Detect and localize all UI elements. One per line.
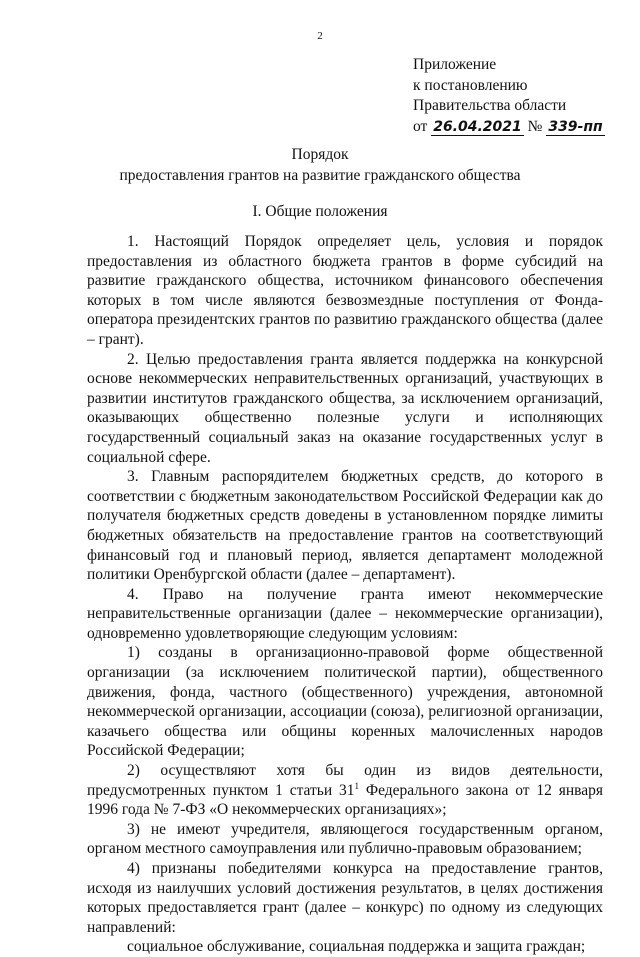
article-superscript: 1 xyxy=(354,780,359,791)
page-number: 2 xyxy=(317,30,323,42)
condition-1: 1) созданы в организационно-правовой форме общественной организации (за исключением политической партии), общественного движения, фонда, частного (общественного) учреждения, автономной некоммерческой организации, ассоциации (союза), религиозной организации, казачьего общества или общины коренных малочисленных народов Российской Федерации; xyxy=(87,644,603,760)
condition-3: 3) не имеют учредителя, являющегося государственным органом, органом местного самоуправления или публично-правовым образованием; xyxy=(87,820,603,858)
handwritten-date: 26.04.2021 xyxy=(433,118,522,135)
handwritten-number: 339-пп xyxy=(548,118,603,135)
paragraph-1: 1. Настоящий Порядок определяет цель, условия и порядок предоставления из областного бюджета грантов в форме субсидий на развитие гражданского общества, источником финансового обеспечения которых в том числе являются безвозмездные поступления от Фонда-оператора президентских грантов по развитию гражданского общества (далее – грант). xyxy=(87,233,603,348)
appendix-block xyxy=(413,55,605,137)
appendix-line-1: Приложение xyxy=(413,56,497,73)
number-sign: № xyxy=(527,117,543,135)
appendix-date-line xyxy=(413,117,605,138)
paragraph-4: 4. Право на получение гранта имеют некоммерческие неправительственные организации (далее – некоммерческие организации), одновременно удовлетворяющие следующим условиям: xyxy=(87,585,603,642)
title-line-2: предоставления грантов на развитие гражданского общества xyxy=(119,167,521,184)
appendix-line-2: к постановлению xyxy=(413,76,528,94)
paragraph-2: 2. Целью предоставления гранта является поддержка на конкурсной основе некоммерческих неправительственных организаций, участвующих в развитии институтов гражданского общества, за исключением организаций, оказывающих общественно полезные услуги и исполняющих государственный социальный заказ на оказание государственных услуг в социальной сфере. xyxy=(87,350,603,466)
document-title xyxy=(0,144,640,186)
appendix-line-3: Правительства области xyxy=(413,97,567,114)
date-prefix: от xyxy=(413,117,428,135)
paragraph-3: 3. Главным распорядителем бюджетных средств, до которого в соответствии с бюджетным законодательством Российской Федерации как до получателя бюджетных средств доведены в установленном порядке лимиты бюджетных обязательств на предоставление грантов на соответствующий финансовый год и плановый период, является департамент молодежной политики Оренбургской области (далее – департамент). xyxy=(87,468,603,584)
title-line-1: Порядок xyxy=(291,146,349,163)
document-body xyxy=(87,232,603,957)
condition-2-start: 2) осуществляют хотя бы один из видов деятельности, предусмотренных пунктом 1 статьи 31 xyxy=(87,762,603,799)
direction-1: социальное обслуживание, социальная поддержка и защита граждан; xyxy=(127,938,586,956)
condition-4: 4) признаны победителями конкурса на предоставление грантов, исходя из наилучших условий достижения результатов, в целях достижения которых предоставляется грант (далее – конкурс) по одному из следующих направлений: xyxy=(87,860,603,936)
condition-2 xyxy=(87,761,603,820)
section-heading: I. Общие положения xyxy=(252,203,388,220)
condition-2-end: Федерального закона от 12 января 1996 года № 7-ФЗ «О некоммерческих организациях»; xyxy=(87,781,603,819)
